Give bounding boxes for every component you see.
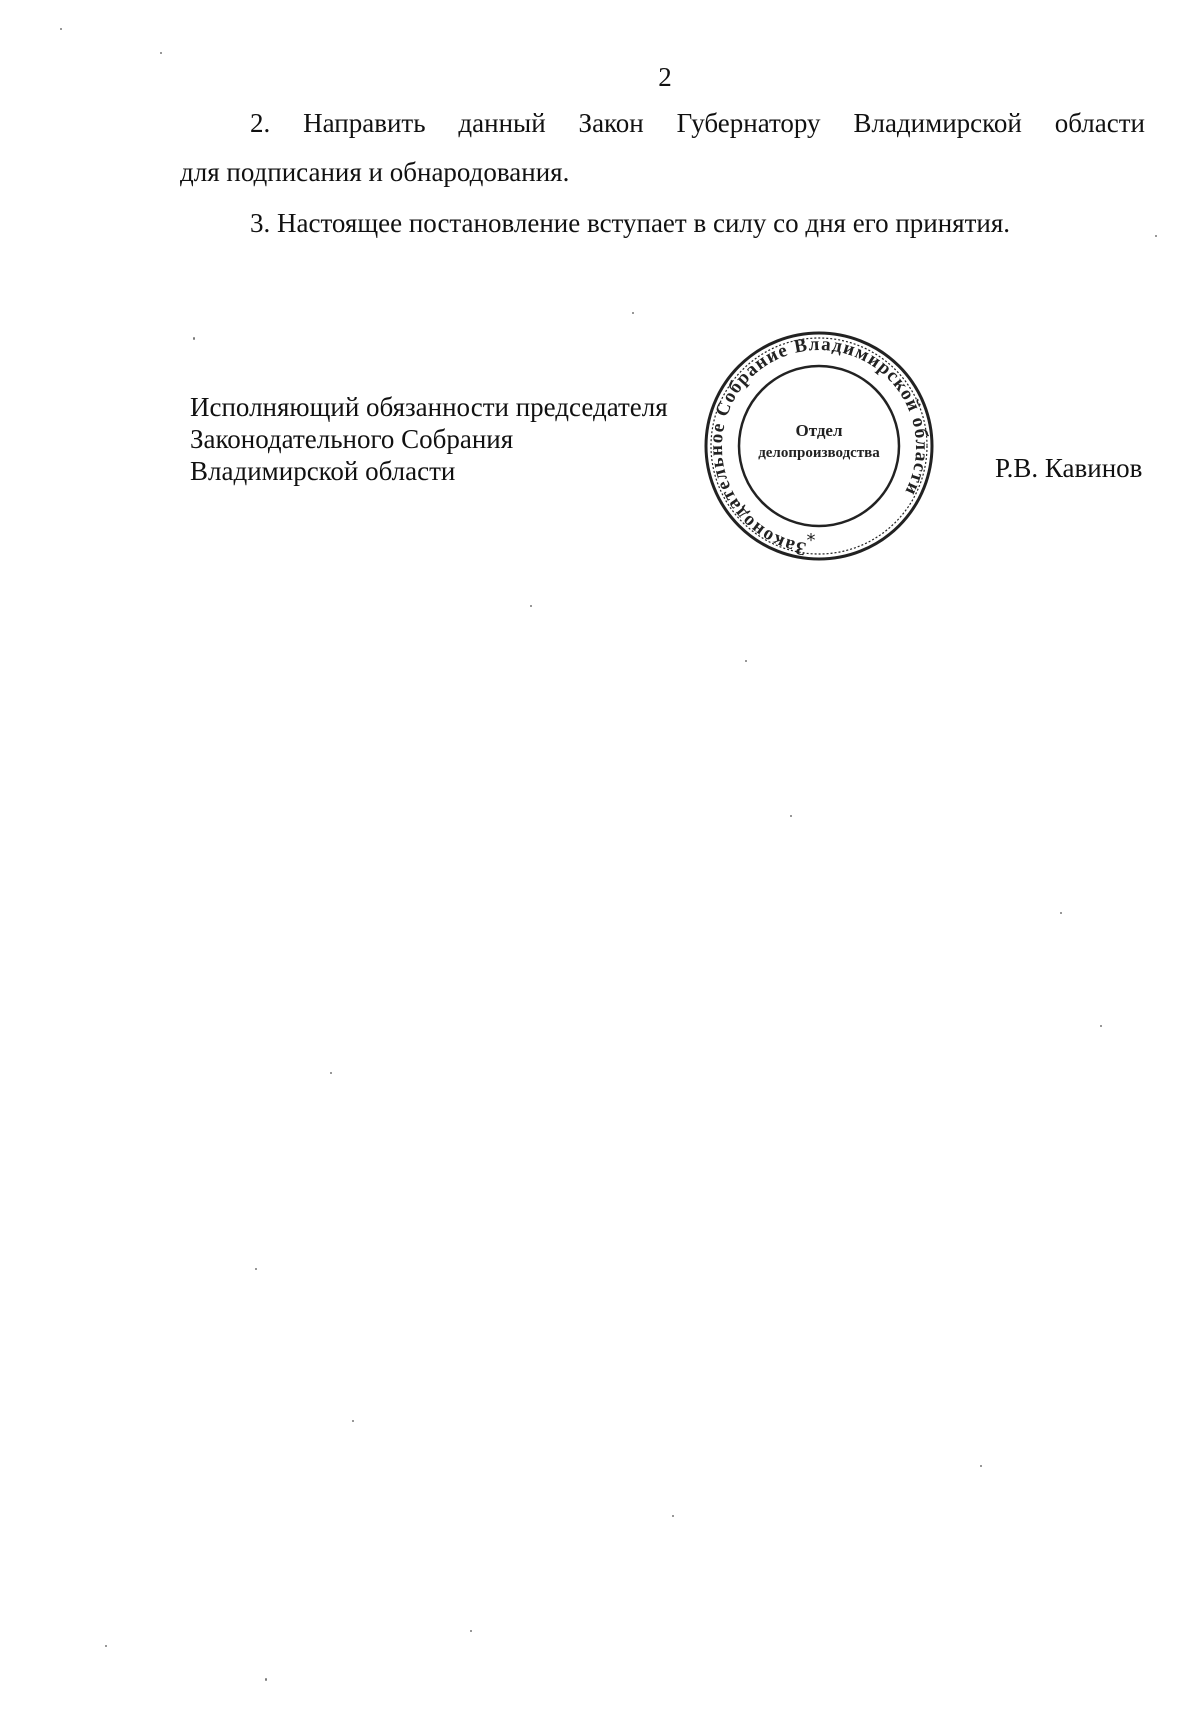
stamp-inner-line-1: Отдел: [795, 421, 843, 440]
paragraph-2-line-2: для подписания и обнародования.: [180, 157, 570, 187]
page-number: 2: [658, 62, 672, 92]
signatory-name: Р.В. Кавинов: [995, 453, 1143, 483]
scan-speck: [1100, 1025, 1102, 1027]
paragraph-2-line-1: 2. Направить данный Закон Губернатору Владимирской области: [250, 108, 1145, 138]
scan-speck: [470, 1630, 472, 1632]
scan-speck: [160, 52, 162, 54]
signatory-position-line-2: Законодательного Собрания: [190, 424, 514, 454]
scan-speck: [980, 1465, 982, 1467]
stamp-inner-line-2: делопроизводства: [758, 445, 880, 461]
scan-speck: [745, 660, 747, 662]
scan-speck: [632, 312, 634, 314]
scan-speck: [330, 1072, 332, 1074]
scan-speck: [255, 1268, 257, 1270]
stamp-ring-text: Законодательное Собрание Владимирской области: [705, 333, 933, 560]
signatory-position-line-1: Исполняющий обязанности председателя: [190, 392, 668, 422]
scan-speck: [105, 1645, 107, 1647]
scan-speck: [1155, 235, 1157, 237]
signatory-position-line-3: Владимирской области: [190, 456, 456, 486]
scan-speck: [60, 28, 62, 30]
paragraph-3: 3. Настоящее постановление вступает в силу со дня его принятия.: [250, 208, 1011, 238]
scan-speck: [193, 337, 195, 340]
stamp-star: *: [806, 530, 816, 551]
scan-speck: [1060, 912, 1062, 914]
official-stamp: [703, 331, 935, 561]
scan-speck: [790, 815, 792, 817]
scan-speck: [672, 1515, 674, 1517]
scan-speck: [352, 1420, 354, 1422]
scan-speck: [265, 1678, 267, 1681]
signatory-position: [190, 391, 668, 487]
scan-speck: [530, 605, 532, 607]
